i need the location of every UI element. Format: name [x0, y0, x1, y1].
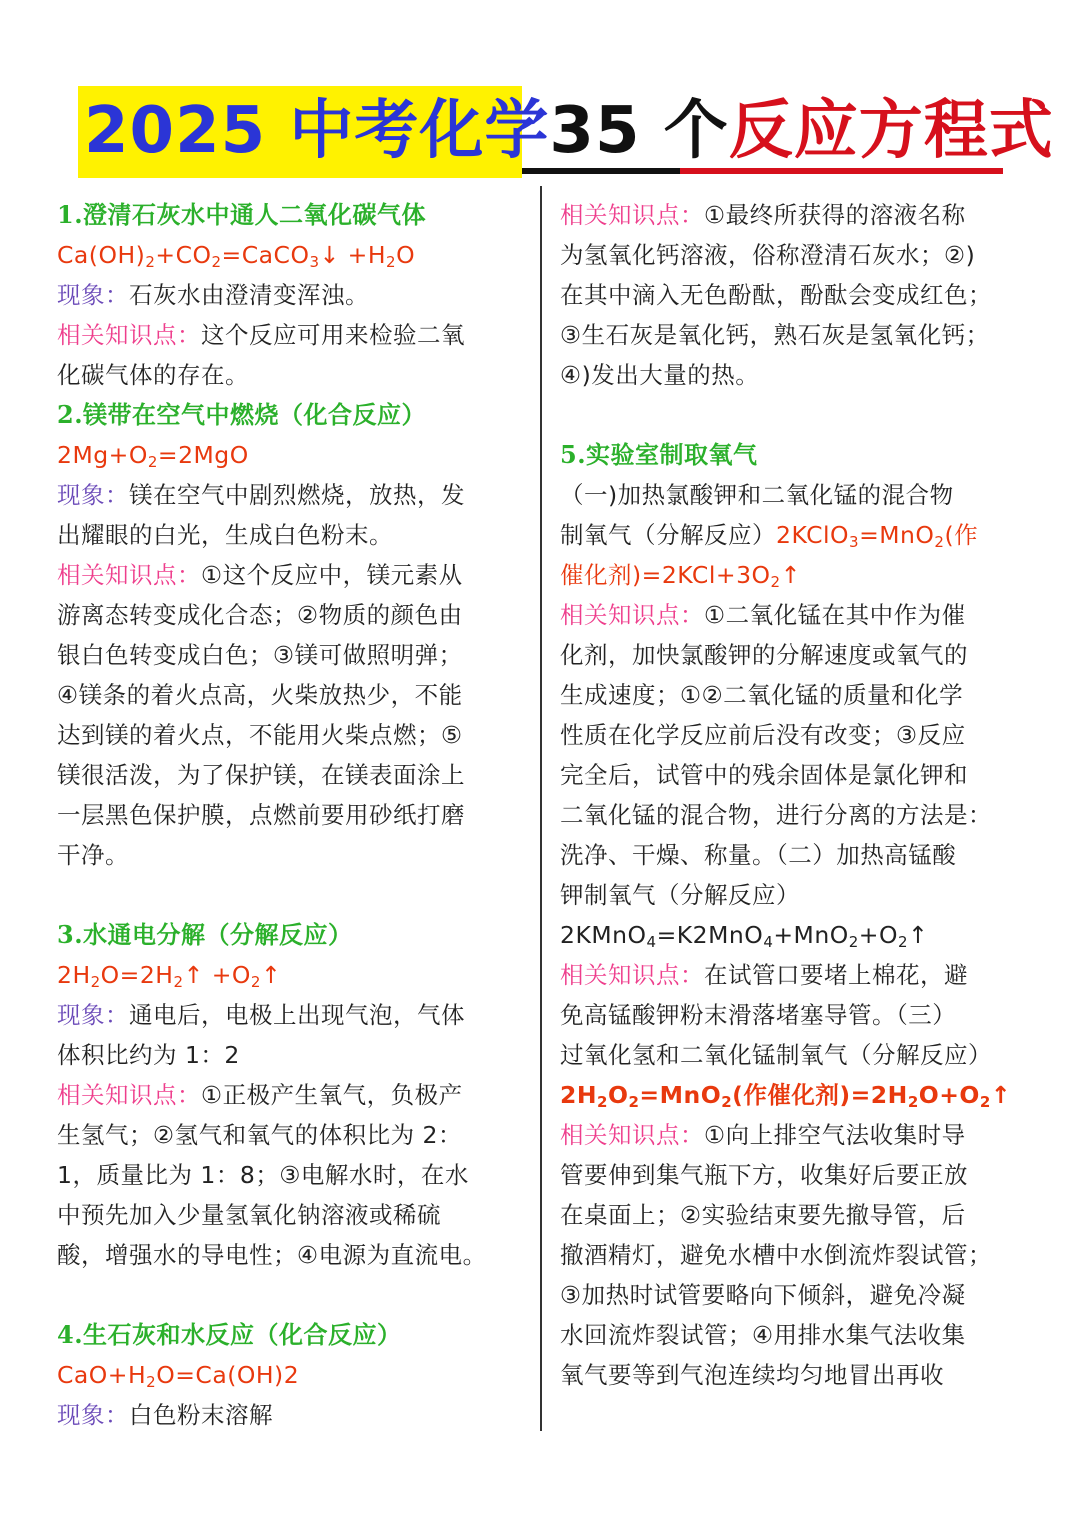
section-4-knowledge-line: ④)发出大量的热。 [560, 361, 760, 389]
left-column [57, 195, 527, 1435]
section-5-knowledge-3: 相关知识点：①向上排空气法收集时导 [560, 1121, 966, 1149]
knowledge-label: 相关知识点： [560, 201, 704, 229]
section-2-heading: 2.镁带在空气中燃烧（化合反应） [57, 400, 427, 429]
section-4-knowledge: 相关知识点：①最终所获得的溶液名称 [560, 201, 966, 229]
section-2-knowledge-line: 游离态转变成化合态；②物质的颜色由 [57, 601, 463, 629]
section-5-knowledge-3-line: 在桌面上；②实验结束要先撤导管，后 [560, 1201, 966, 1229]
section-5-knowledge-3-line: 管要伸到集气瓶下方，收集好后要正放 [560, 1161, 968, 1189]
section-3-phenomenon: 现象：通电后，电极上出现气泡，气体 [57, 1001, 465, 1029]
column-divider [540, 186, 542, 1431]
section-2-knowledge-line: 镁很活泼，为了保护镁，在镁表面涂上 [57, 761, 465, 789]
section-3-knowledge: 相关知识点：①正极产生氧气，负极产 [57, 1081, 463, 1109]
section-2-knowledge: 相关知识点：①这个反应中，镁元素从 [57, 561, 463, 589]
section-4-phenomenon: 现象：白色粉末溶解 [57, 1401, 273, 1429]
section-5-knowledge-1-line: 洗净、干燥、称量。（二）加热高锰酸 [560, 841, 957, 869]
section-5-knowledge-3-line: 撤酒精灯，避免水槽中水倒流炸裂试管； [560, 1241, 992, 1269]
section-2-knowledge-line: 银白色转变成白色；③镁可做照明弹； [57, 641, 463, 669]
section-3-phenomenon-cont: 体积比约为 1：2 [57, 1041, 240, 1069]
section-5-equation-3: $2H_2O_2=MnO_2$(作催化剂)$=2H_2O+O_2↑$ [560, 1081, 1012, 1111]
section-5-method-1-cont: 制氧气（分解反应）2KClO$_3$=MnO$_2$(作 [560, 521, 979, 551]
section-5-knowledge-1-line: 钾制氧气（分解反应） [560, 881, 800, 909]
section-4-knowledge-line: 在其中滴入无色酚酞，酚酞会变成红色； [560, 281, 992, 309]
section-5-knowledge-2-line: 过氧化氢和二氧化锰制氧气（分解反应） [560, 1041, 992, 1069]
section-4-heading: 4.生石灰和水反应（化合反应） [57, 1320, 402, 1349]
section-1-phenomenon: 现象：石灰水由澄清变浑浊。 [57, 281, 369, 309]
section-1-equation: $Ca(OH)_2+CO_2=CaCO_3↓ +H_2O$ [57, 241, 416, 271]
section-3-knowledge-line: 生氢气；②氢气和氧气的体积比为 2： [57, 1121, 462, 1149]
section-5-knowledge-1-line: 完全后，试管中的残余固体是氯化钾和 [560, 761, 968, 789]
section-5-knowledge-1-line: 性质在化学反应前后没有改变；③反应 [560, 721, 966, 749]
section-2-knowledge-line: 达到镁的着火点，不能用火柴点燃；⑤ [57, 721, 463, 749]
section-2-knowledge-line: 一层黑色保护膜，点燃前要用砂纸打磨 [57, 801, 465, 829]
phenomenon-label: 现象： [57, 281, 129, 309]
knowledge-label: 相关知识点： [560, 601, 704, 629]
section-3-equation: $2H_2O=2H_2↑$ $+O_2↑$ [57, 961, 282, 991]
title-banner [78, 84, 1054, 180]
knowledge-label: 相关知识点： [57, 1081, 201, 1109]
knowledge-label: 相关知识点： [57, 561, 201, 589]
section-4-equation: $CaO+H_2O=Ca(OH)2$ [57, 1361, 300, 1391]
section-4-knowledge-line: ③生石灰是氧化钙，熟石灰是氢氧化钙； [560, 321, 990, 349]
page-title: 2025 中考化学35 个反应方程式 [84, 94, 1054, 168]
section-3-heading: 3.水通电分解（分解反应） [57, 920, 353, 949]
section-5-knowledge-1-line: 化剂，加快氯酸钾的分解速度或氧气的 [560, 641, 968, 669]
phenomenon-label: 现象： [57, 1401, 129, 1429]
section-3-knowledge-line: 酸，增强水的导电性；④电源为直流电。 [57, 1241, 487, 1269]
section-1-knowledge-cont: 化碳气体的存在。 [57, 361, 249, 389]
section-3-knowledge-line: 中预先加入少量氢氧化钠溶液或稀硫 [57, 1201, 441, 1229]
phenomenon-label: 现象： [57, 481, 129, 509]
section-4-knowledge-line: 为氢氧化钙溶液，俗称澄清石灰水；②) [560, 241, 976, 269]
section-5-knowledge-2: 相关知识点：在试管口要堵上棉花，避 [560, 961, 968, 989]
section-5-knowledge-1-line: 生成速度；①②二氧化锰的质量和化学 [560, 681, 964, 709]
section-5-knowledge-3-line: 氧气要等到气泡连续均匀地冒出再收 [560, 1361, 944, 1389]
section-2-phenomenon-cont: 出耀眼的白光，生成白色粉末。 [57, 521, 393, 549]
section-2-phenomenon: 现象：镁在空气中剧烈燃烧，放热，发 [57, 481, 465, 509]
section-5-knowledge-1: 相关知识点：①二氧化锰在其中作为催 [560, 601, 966, 629]
section-5-knowledge-1-line: 二氧化锰的混合物，进行分离的方法是： [560, 801, 992, 829]
section-5-method-1: （一)加热氯酸钾和二氧化锰的混合物 [560, 481, 954, 509]
section-5-knowledge-2-line: 免高锰酸钾粉末滑落堵塞导管。（三） [560, 1001, 957, 1029]
knowledge-label: 相关知识点： [57, 321, 201, 349]
section-1-heading: 1.澄清石灰水中通人二氧化碳气体 [57, 200, 427, 229]
section-2-knowledge-line: ④镁条的着火点高，火柴放热少，不能 [57, 681, 463, 709]
knowledge-label: 相关知识点： [560, 1121, 704, 1149]
section-3-knowledge-line: 1，质量比为 1：8；③电解水时，在水 [57, 1161, 469, 1189]
section-5-heading: 5.实验室制取氧气 [560, 440, 758, 469]
section-2-knowledge-line: 干净。 [57, 841, 129, 869]
section-1-knowledge: 相关知识点：这个反应可用来检验二氧 [57, 321, 465, 349]
section-2-equation: $2Mg+O_2=2MgO$ [57, 441, 249, 471]
right-column [560, 195, 1030, 1395]
section-5-knowledge-3-line: 水回流炸裂试管；④用排水集气法收集 [560, 1321, 966, 1349]
phenomenon-label: 现象： [57, 1001, 129, 1029]
section-5-knowledge-3-line: ③加热时试管要略向下倾斜，避免冷凝 [560, 1281, 966, 1309]
knowledge-label: 相关知识点： [560, 961, 704, 989]
section-5-equation-1: 催化剂)$=2KCl+3O_2↑$ [560, 561, 801, 591]
section-5-equation-2: $2KMnO_4=K2MnO_4+MnO_2+O_2↑$ [560, 921, 929, 951]
